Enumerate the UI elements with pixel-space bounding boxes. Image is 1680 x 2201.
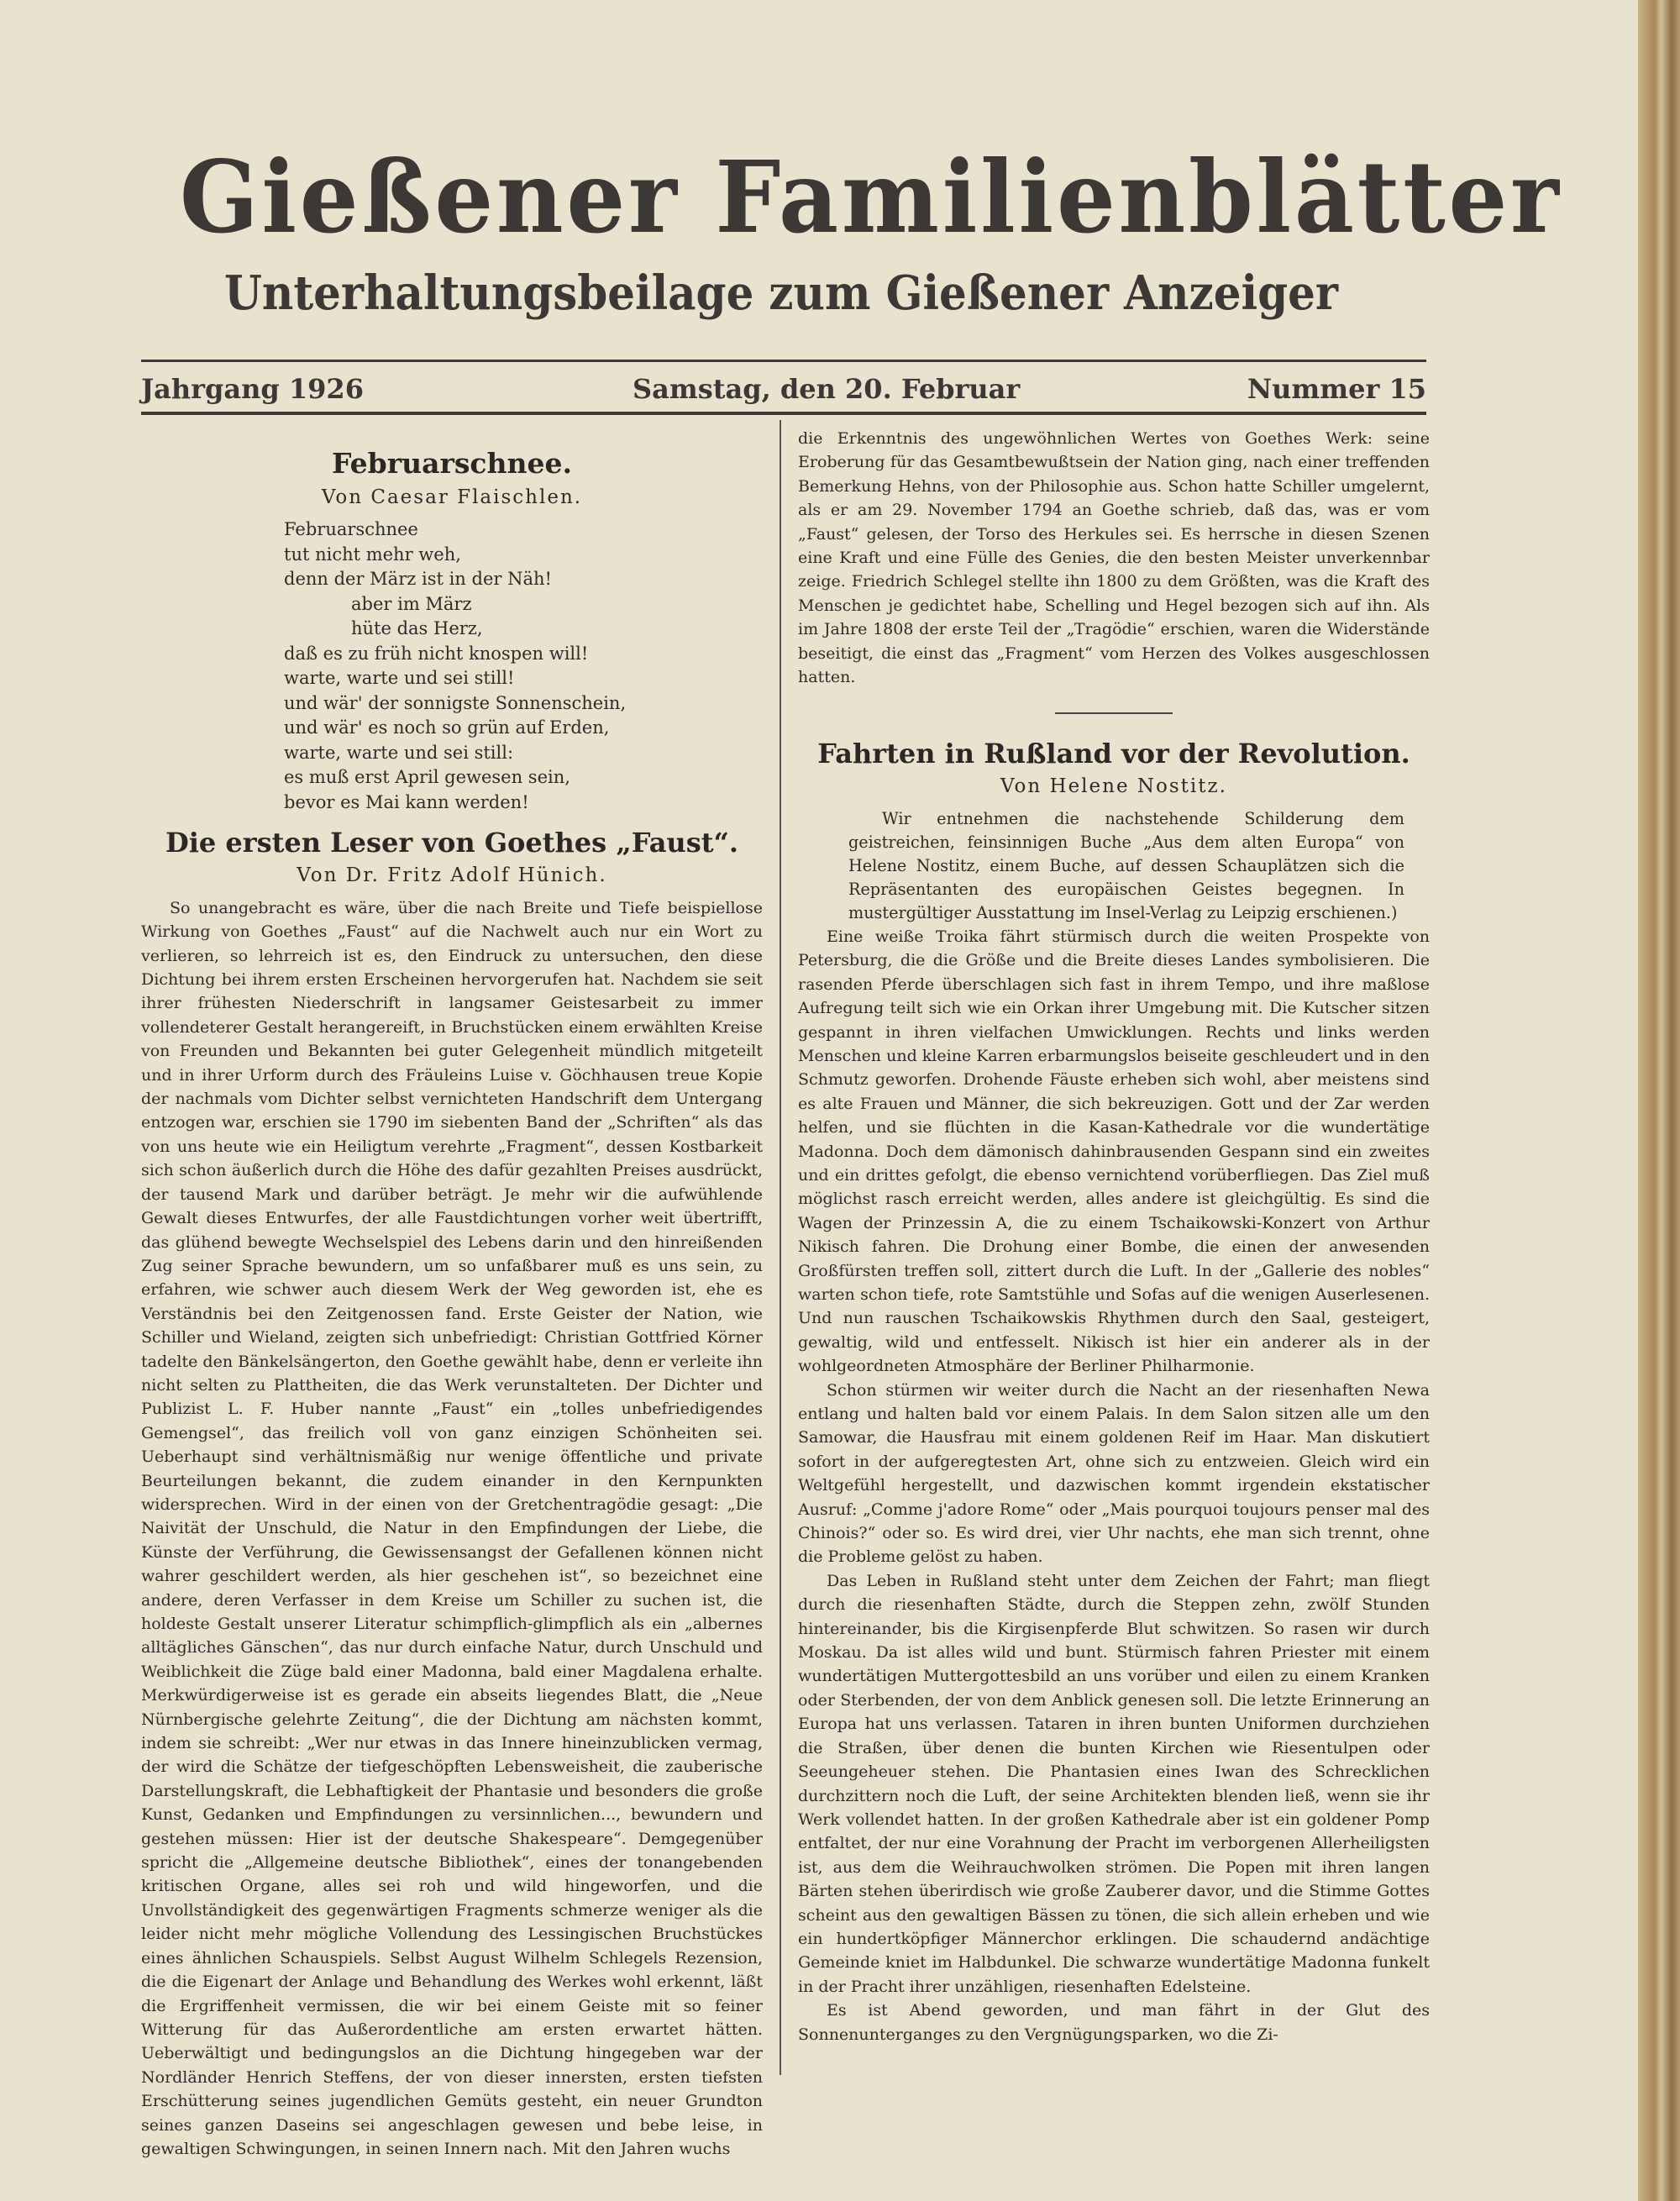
newspaper-title: Gießener Familienblätter — [179, 139, 1562, 255]
faust-article-author: Von Dr. Fritz Adolf Hünich. — [297, 864, 607, 887]
issue-date: Samstag, den 20. Februar — [633, 373, 1021, 405]
masthead — [134, 134, 1562, 323]
faust-article-continuation: die Erkenntnis des ungewöhnlichen Wertes von Goethes Werk: seine Eroberung für das Gesamtbewußtsein der Nation ging, nach einer treffenden Bemerkung Hehns, von der Philosophie aus. Schon hatte Schiller umgelernt, als er am 29. November 1794 an Goethe schrieb, daß das, was er vom „Faust“ gelesen, der Torso des Herkules sei. Es herrsche in diesen Szenen eine Kraft und eine Fülle des Genies, die den besten Meister unverkennbar zeige. Friedrich Schlegel stellte ihn 1800 zu dem Größten, was die Kraft des Menschen je gedichtet habe, Schelling und Hegel bezogen sich auf ihn. Als im Jahre 1808 der erste Teil der „Tragödie“ erschien, waren die Widerstände beseitigt, die einst das „Fragment“ vom Herzen des Volkes ausgeschlossen hatten. — [798, 429, 1430, 687]
poem-title: Februarschnee. — [332, 447, 572, 480]
book-binding-edge — [1638, 0, 1680, 2201]
article-separator — [1055, 712, 1173, 714]
dateline — [141, 366, 1426, 408]
poem-line: Februarschnee — [284, 519, 418, 540]
poem-author: Von Caesar Flaischlen. — [321, 486, 583, 508]
poem-line: warte, warte und sei still: — [284, 742, 514, 763]
russia-paragraph: Es ist Abend geworden, und man fährt in der Glut des Sonnenunterganges zu den Vergnügungsparken, wo die Zi- — [798, 2001, 1430, 2044]
poem-line: und wär' es noch so grün auf Erden, — [284, 717, 610, 738]
poem-line: warte, warte und sei still! — [284, 668, 515, 689]
masthead-rule-top — [141, 360, 1426, 362]
russia-paragraph: Das Leben in Rußland steht unter dem Zeichen der Fahrt; man fliegt durch die riesenhaften Städte, durch die Steppen zehn, zwölf Stunden hintereinander, bis die Kirgisenpferde Blut schwitzen. So rasen wir durch Moskau. Da ist alles wild und bunt. Stürmisch fahren Priester mit einem wundertätigen Muttergottesbild an uns vorüber und eilen zu einem Kranken oder Sterbenden, der von dem Anblick genesen soll. Die letzte Erinnerung an Europa hat uns verlassen. Tataren in ihren bunten Uniformen durchziehen die Straßen, über denen die bunten Kirchen wie Riesentulpen oder Seeungeheuer stehen. Die Phantasien eines Iwan des Schrecklichen durchzittern noch die Luft, der seine Architekten blenden ließ, wenn sie ihr Werk vollendet hatten. In der großen Kathedrale aber ist ein goldener Pomp entfaltet, der nur eine Vorahnung der Pracht im verborgenen Allerheiligsten ist, aus dem die Weihrauchwolken strömen. Die Popen mit ihren langen Bärten stehen überirdisch wie große Zauberer davor, und die Stimme Gottes scheint aus den gewaltigen Bässen zu tönen, die sich allein erheben und wie ein hundertköpfiger Männerchor erklingen. Die schaudernd andächtige Gemeinde kniet im Halbdunkel. Die schwarze wundertätige Madonna funkelt in der Pracht ihrer unzähligen, riesenhaften Edelsteine. — [798, 1571, 1430, 1996]
left-column — [141, 427, 763, 2161]
masthead-rule-bottom — [141, 412, 1426, 415]
poem-body — [284, 517, 763, 815]
poem-line: bevor es Mai kann werden! — [284, 791, 529, 812]
column-divider — [780, 420, 781, 2075]
volume-year: Jahrgang 1926 — [141, 373, 364, 405]
russia-paragraph: Eine weiße Troika fährt stürmisch durch die weiten Prospekte von Petersburg, die die Größe und die Breite dieses Landes symbolisieren. Die rasenden Pferde überschlagen sich fast in ihrem Tempo, und ihre maßlose Aufregung teilt sich wie ein Orkan ihrer Umgebung mit. Die Kutscher sitzen gespannt in ihren vielfachen Umwicklungen. Rechts und links werden Menschen und kleine Karren erbarmungslos beiseite geschleudert und in den Schmutz geworfen. Drohende Fäuste erheben sich wohl, aber meistens sind es alte Frauen und Männer, die sich bekreuzigen. Gott und der Zar werden helfen, und sie flüchten in die Kasan-Kathedrale vor die wundertätige Madonna. Doch dem dämonisch dahinbrausenden Gespann sind ein zweites und ein drittes gefolgt, die ebenso vernichtend vorüberfliegen. Das Ziel muß möglichst rasch erreicht werden, alles andere ist gleichgültig. Es sind die Wagen der Prinzessin A, die zu einem Tschaikowski-Konzert von Arthur Nikisch fahren. Die Drohung einer Bombe, die einen der anwesenden Großfürsten treffen soll, zittert durch die Luft. In der „Gallerie des nobles“ warten schon tiefe, rote Samtstühle und Sofas auf die wenigen Auserlesenen. Und nun rauschen Tschaikowskis Rhythmen durch den Saal, gesteigert, gewaltig, wild und entfesselt. Nikisch ist hier ein anderer als in der wohlgeordneten Atmosphäre der Berliner Philharmonie. — [798, 927, 1430, 1376]
faust-article-title: Die ersten Leser von Goethes „Faust“. — [165, 827, 739, 859]
poem-line: es muß erst April gewesen sein, — [284, 767, 570, 788]
russia-article-author: Von Helene Nostitz. — [1000, 775, 1227, 798]
poem-line: tut nicht mehr weh, — [284, 544, 461, 565]
poem-line: und wär' der sonnigste Sonnenschein, — [284, 692, 627, 713]
right-column — [798, 427, 1430, 2046]
poem-line: aber im März — [351, 593, 472, 614]
russia-article-intro: Wir entnehmen die nachstehende Schilderung dem geistreichen, feinsinnigen Buche „Aus dem alten Europa“ von Helene Nostitz, einem Buche, auf dessen Schauplätzen sich die Repräsentanten des europäischen Geistes begegnen. In mustergültiger Ausstattung im Insel-Verlag zu Leipzig erschienen.) — [848, 808, 1404, 922]
poem-line: denn der März ist in der Näh! — [284, 569, 552, 590]
faust-article-body: So unangebracht es wäre, über die nach Breite und Tiefe beispiellose Wirkung von Goethes „Faust“ auf die Nachwelt auch nur ein Wort zu verlieren, so lehrreich ist es, den Eindruck zu untersuchen, den diese Dichtung bei ihrem ersten Erscheinen hervorgerufen hat. Nachdem sie seit ihrer frühesten Niederschrift in langsamer Geistesarbeit zu immer vollendeterer Gestalt herangereift, in Bruchstücken einem erwählten Kreise von Freunden und Bekannten bei guter Gelegenheit mündlich mitgeteilt und in ihrer Urform durch des Fräuleins Luise v. Göchhausen treue Kopie der nachmals vom Dichter selbst vernichteten Handschrift dem Untergang entzogen war, erschien sie 1790 im siebenten Band der „Schriften“ als das von uns heute wie ein Heiligtum verehrte „Fragment“, dessen Kostbarkeit sich schon äußerlich durch die Höhe des dafür gezahlten Preises ausdrückt, der tausend Mark und darüber beträgt. Je mehr wir die aufwühlende Gewalt dieses Entwurfes, der alle Faustdichtungen vorher weit übertrifft, das glühend bewegte Wechselspiel des Lebens darin und den hinreißenden Zug seiner Sprache bewundern, um so unfaßbarer muß es uns sein, zu erfahren, wie schwer auch diesem Werk der Weg geworden ist, ehe es Verständnis bei den Zeitgenossen fand. Erste Geister der Nation, wie Schiller und Wieland, zeigten sich unbefriedigt: Christian Gottfried Körner tadelte den Bänkelsängerton, den Goethe gewählt habe, denn er verleite ihn nicht selten zu Plattheiten, die das Werk verunstalteten. Der Dichter und Publizist L. F. Huber nannte „Faust“ ein „tolles unbefriedigendes Gemengsel“, das freilich voll von ganz einzigen Schönheiten sei. Ueberhaupt sind verhältnismäßig nur wenige öffentliche und private Beurteilungen bekannt, die zudem einander in den Kernpunkten widersprechen. Wird in der einen von der Gretchentragödie gesagt: „Die Naivität der Unschuld, die Natur in den Empfindungen der Liebe, die Künste der Verführung, die Gewissensangst der Gefallenen können nicht wahrer geschildert werden, als hier geschehen ist“, so bezeichnet eine andere, deren Verfasser in dem Kreise um Schiller zu suchen ist, die holdeste Gestalt unserer Literatur schimpflich-glimpflich als ein „albernes alltägliches Gänschen“, das nur durch einfache Natur, durch Unschuld und Weiblichkeit die Züge bald einer Madonna, bald einer Magdalena erhalte. Merkwürdigerweise ist es gerade ein abseits liegendes Blatt, die „Neue Nürnbergische gelehrte Zeitung“, die der Dichtung am nächsten kommt, indem sie schreibt: „Wer nur etwas in das Innere hineinzublicken vermag, der wird die Schätze der tiefgeschöpften Lebensweisheit, die zauberische Darstellungskraft, die Lebhaftigkeit der Phantasie und besonders die große Kunst, Gedanken und Empfindungen zu versinnlichen..., bewundern und gestehen müssen: Hier ist der deutsche Shakespeare“. Demgegenüber spricht die „Allgemeine deutsche Bibliothek“, eines der tonangebenden kritischen Organe, alles sei roh und wild hingeworfen, und die Unvollständigkeit des gegenwärtigen Fragments schmerze weniger als die leider nicht mehr mögliche Vollendung des Lessingischen Bruchstückes eines ähnlichen Schauspiels. Selbst August Wilhelm Schlegels Rezension, die die Eigenart der Anlage und Behandlung des Werkes wohl erkennt, läßt die Ergriffenheit vermissen, die wir bei einem Geiste mit so feiner Witterung für das Außerordentliche am ersten erwartet hätten. Ueberwältigt und bedingungslos an die Dichtung hingegeben war der Nordländer Henrich Steffens, der von dieser innersten, ersten tiefsten Erschütterung seines jugendlichen Gemüts gesteht, ein neuer Grundton seines ganzen Daseins sei angeschlagen gewesen und bebe leise, in gewaltigen Schwingungen, in seinen Innern nach. Mit den Jahren wuchs — [141, 898, 763, 2158]
poem-line: hüte das Herz, — [351, 618, 483, 639]
newspaper-subtitle: Unterhaltungsbeilage zum Gießener Anzeiger — [223, 265, 1339, 321]
russia-paragraph: Schon stürmen wir weiter durch die Nacht an der riesenhaften Newa entlang und halten bald vor einem Palais. In dem Salon sitzen alle um den Samowar, die Hausfrau mit einem goldenen Reif im Haar. Man diskutiert sofort in der aufgeregtesten Art, ohne sich zu entzweien. Gleich wird ein Weltgefühl hergestellt, und dazwischen kommt irgendein ekstatischer Ausruf: „Comme j'adore Rome“ oder „Mais pourquoi toujours penser mal des Chinois?“ oder so. Es wird drei, vier Uhr nachts, ehe man sich trennt, ohne die Probleme gelöst zu haben. — [798, 1380, 1430, 1567]
issue-number: Nummer 15 — [1247, 373, 1426, 405]
russia-article-title: Fahrten in Rußland vor der Revolution. — [817, 738, 1410, 770]
poem-line: daß es zu früh nicht knospen will! — [284, 643, 589, 664]
